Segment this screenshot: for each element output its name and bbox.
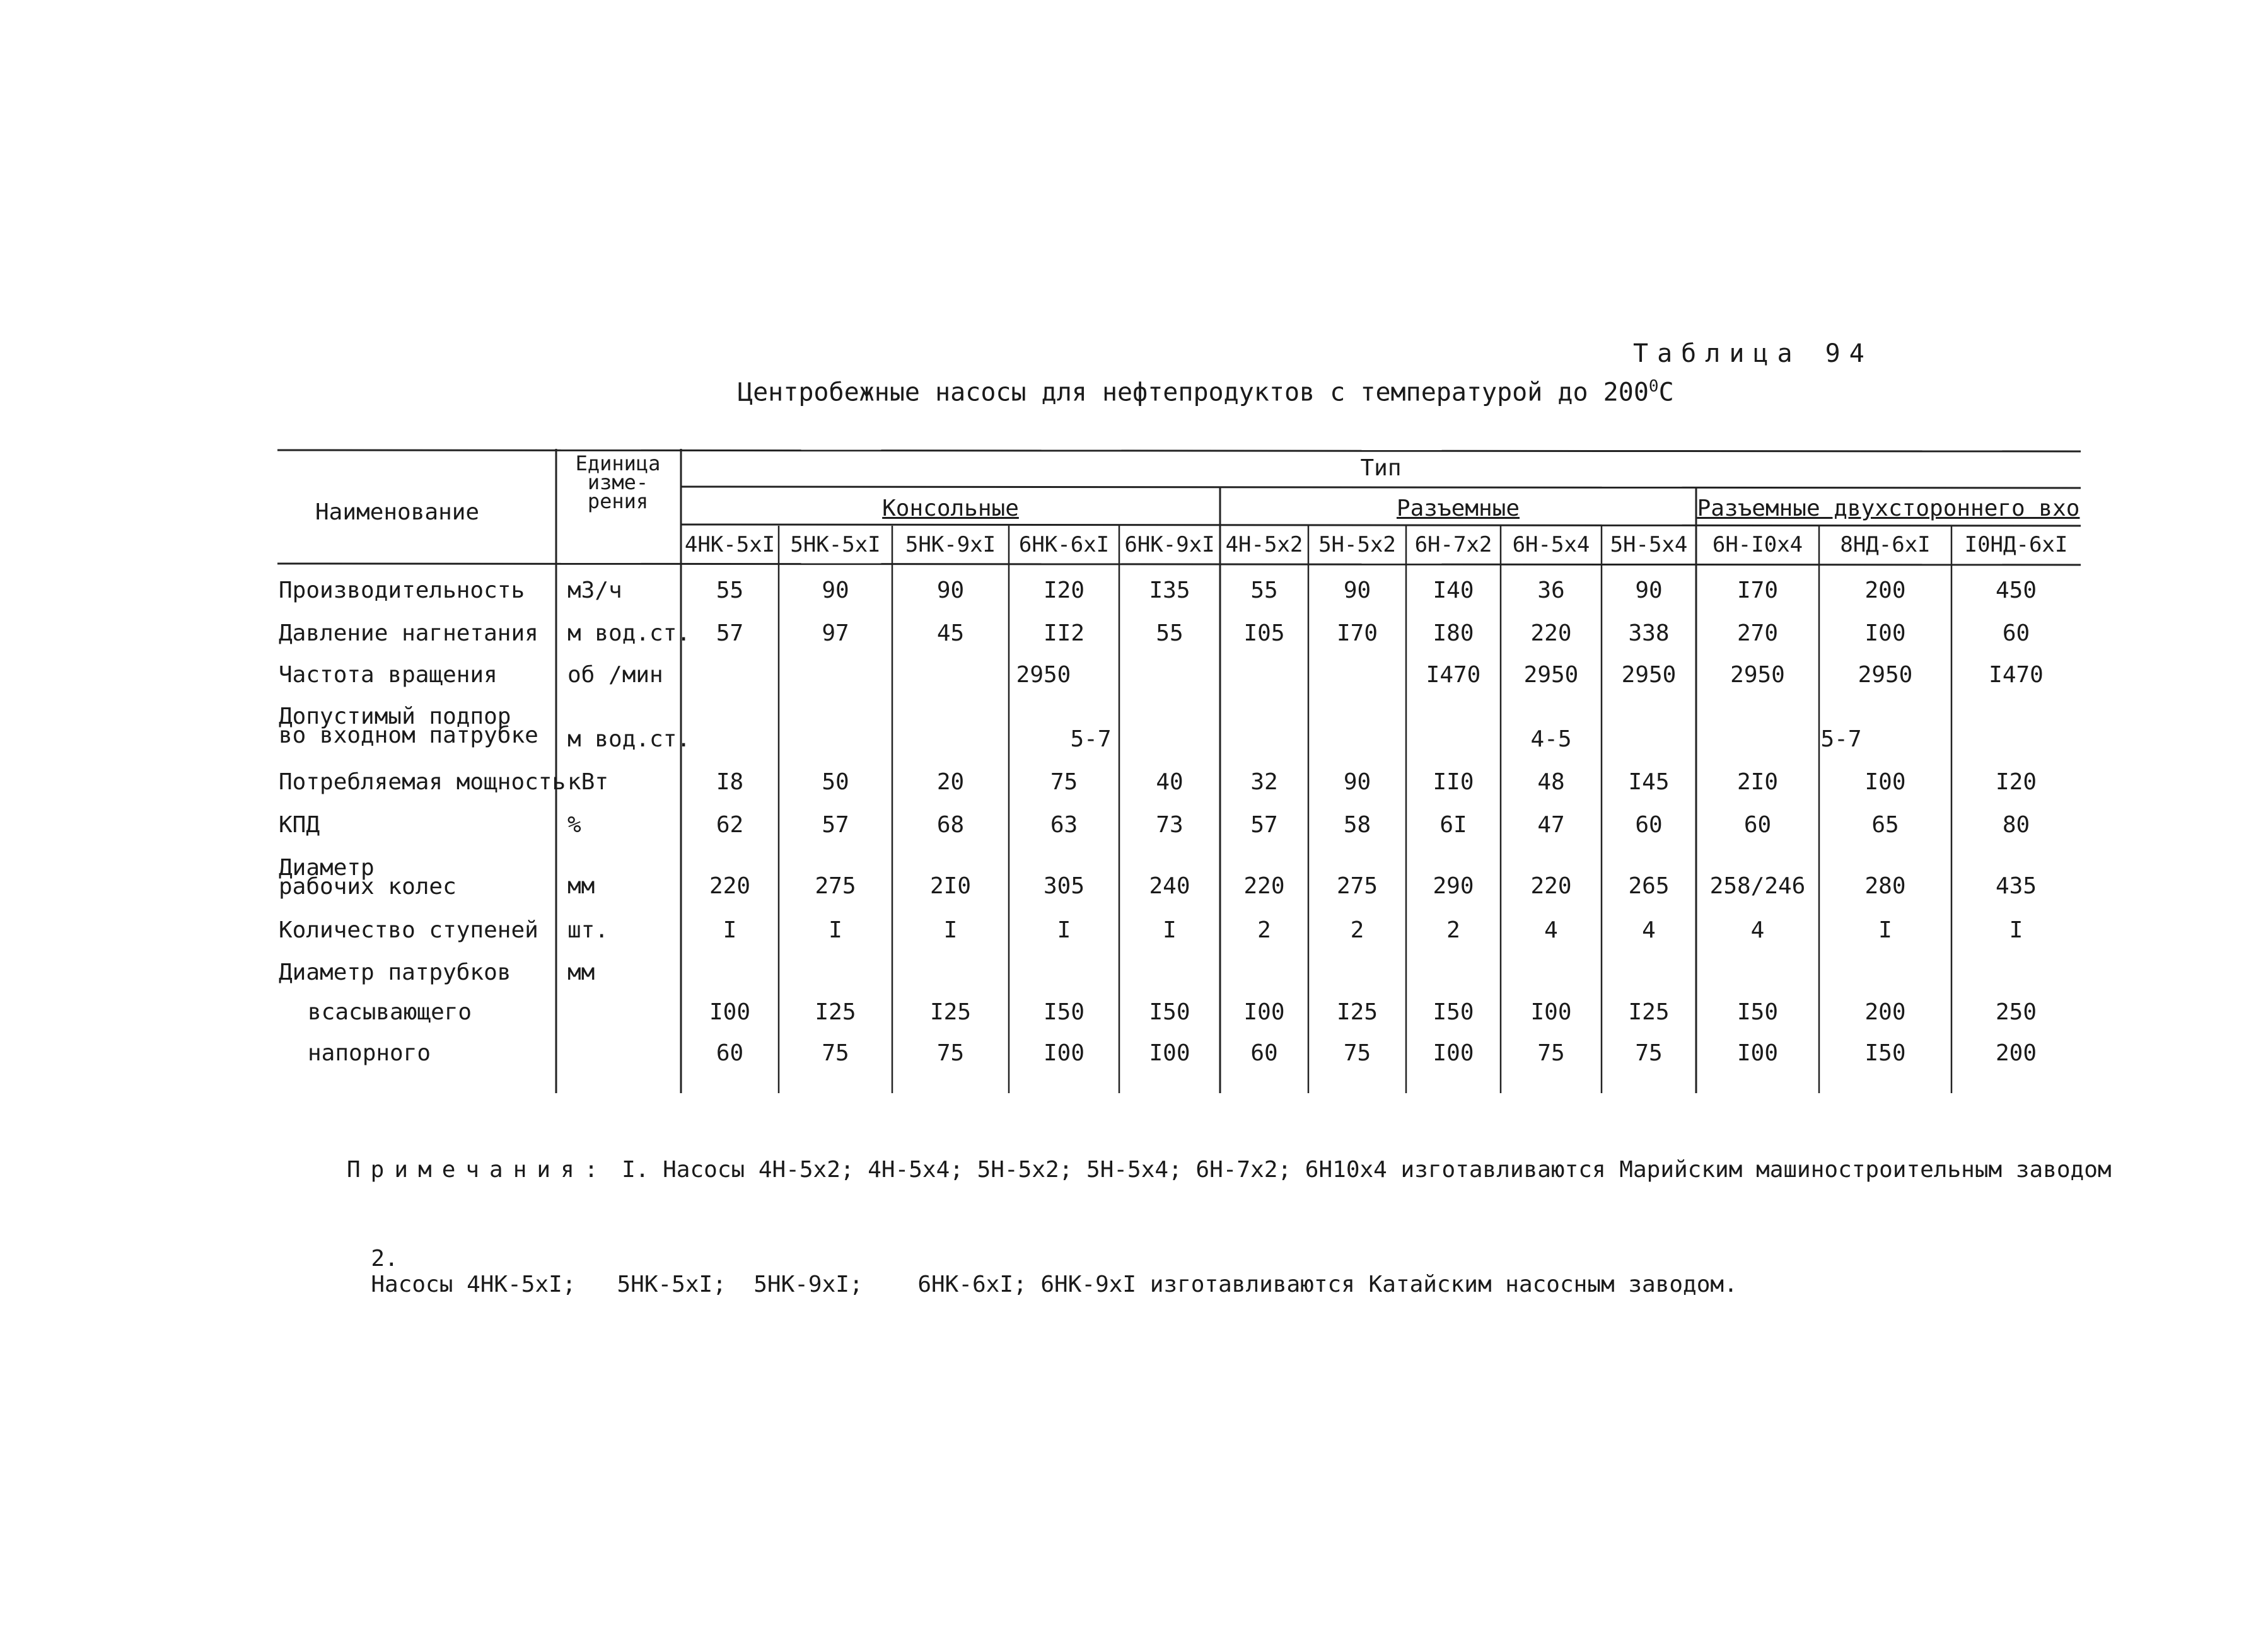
table-top-rule <box>277 450 2081 451</box>
note-1 <box>347 1157 2112 1183</box>
table-cell: I20 <box>1043 577 1085 603</box>
table-cell: 90 <box>1343 769 1371 795</box>
header-model: 6НК-6хI <box>1018 532 1110 557</box>
table-cell: 73 <box>1156 812 1183 838</box>
row-unit: кВт <box>567 769 609 795</box>
header-group-console: Консольные <box>882 496 1019 521</box>
table-cell: 65 <box>1871 812 1899 838</box>
table-cell: 60 <box>716 1040 744 1066</box>
table-cell: 200 <box>1864 577 1906 603</box>
row-name: напорного <box>308 1040 431 1066</box>
row-name: Количество ступеней <box>279 917 538 943</box>
row-name: Потребляемая мощность <box>279 769 566 795</box>
row-unit: мм <box>567 960 595 985</box>
table-cell: 200 <box>1995 1040 2037 1066</box>
table-cell: I00 <box>1043 1040 1085 1066</box>
header-model: 5НК-9хI <box>905 532 996 557</box>
table-cell: 75 <box>822 1040 849 1066</box>
table-cell: I00 <box>1864 620 1906 646</box>
table-cell: 90 <box>1343 577 1371 603</box>
notes-label: Примечания: <box>347 1157 608 1183</box>
table-cell: 90 <box>1635 577 1663 603</box>
table-cell: 97 <box>822 620 849 646</box>
header-bottom-rule <box>277 564 2081 565</box>
table-cell: 55 <box>1250 577 1278 603</box>
table-cell: 57 <box>822 812 849 838</box>
table-cell: I25 <box>1628 999 1670 1025</box>
table-cell: 57 <box>1250 812 1278 838</box>
table-cell: 20 <box>936 769 965 795</box>
row-unit: м3/ч <box>567 577 622 603</box>
header-name: Наименование <box>315 499 480 525</box>
header-group-split: Разъемные <box>1396 496 1520 521</box>
table-cell: I <box>1163 917 1177 943</box>
header-model: 4Н-5х2 <box>1225 532 1303 557</box>
row-name: всасывающего <box>308 999 472 1025</box>
table-cell: I50 <box>1043 999 1085 1025</box>
table-cell: 58 <box>1343 812 1371 838</box>
row-name: КПД <box>279 812 320 838</box>
header-model: 5НК-5хI <box>790 532 881 557</box>
table-cell: I00 <box>1864 769 1906 795</box>
table-cell: 265 <box>1628 873 1670 899</box>
table-cell: 75 <box>1343 1040 1371 1066</box>
table-cell: 60 <box>1635 812 1663 838</box>
table-cell-merged: I470 <box>1989 662 2044 688</box>
table-cell: I20 <box>1995 769 2037 795</box>
table-cell: 75 <box>1050 769 1078 795</box>
header-type: Тип <box>1360 455 1402 481</box>
header-model: 6Н-5х4 <box>1512 532 1590 557</box>
table-cell-merged: 2950 <box>1858 662 1913 688</box>
table-cell: I80 <box>1433 620 1474 646</box>
table-cell: 75 <box>936 1040 965 1066</box>
table-cell: I <box>1057 917 1071 943</box>
note-1-text: I. Насосы 4Н-5х2; 4Н-5х4; 5Н-5х2; 5Н-5х4; 6Н-7х2; 6Н10х4 изготавливаются Марийским машиностроительным заводом <box>622 1157 2112 1183</box>
table-cell: 220 <box>1243 873 1285 899</box>
table-cell: I50 <box>1149 999 1190 1025</box>
table-cell: I <box>943 917 958 943</box>
table-cell: 60 <box>2002 620 2030 646</box>
table-cell: I00 <box>1433 1040 1474 1066</box>
note-2 <box>344 1220 1738 1297</box>
table-cell: I00 <box>1530 999 1572 1025</box>
title-degree: 0 <box>1648 377 1659 396</box>
table-cell: 55 <box>1156 620 1183 646</box>
row-unit: % <box>567 812 581 838</box>
table-cell: 290 <box>1433 873 1474 899</box>
table-cell: II2 <box>1043 620 1085 646</box>
table-cell: 75 <box>1537 1040 1565 1066</box>
table-cell: 40 <box>1156 769 1183 795</box>
table-cell: I8 <box>716 769 744 795</box>
table-cell: I05 <box>1243 620 1285 646</box>
table-cell: I <box>829 917 842 943</box>
note-2-text: Насосы 4НК-5хI; 5НК-5хI; 5НК-9хI; 6НК-6хI; 6НК-9хI изготавливаются Катайским насосным заводом. <box>371 1272 1738 1297</box>
table-cell-merged: 4-5 <box>1530 726 1572 752</box>
header-model: 5Н-5х4 <box>1610 532 1688 557</box>
table-cell: 2 <box>1350 917 1364 943</box>
table-cell: 57 <box>716 620 744 646</box>
table-cell-merged: 2950 <box>1016 662 1071 688</box>
row-unit: мм <box>567 873 595 899</box>
row-unit: м вод.ст. <box>567 620 691 646</box>
header-unit <box>564 451 672 513</box>
row-name: Производительность <box>279 577 525 603</box>
table-cell: 4 <box>1642 917 1656 943</box>
row-name: Допустимый подпор во входном патрубке <box>279 704 538 748</box>
row-name: Давление нагнетания <box>279 620 538 646</box>
table-cell: 435 <box>1995 873 2037 899</box>
table-cell: I00 <box>1736 1040 1779 1066</box>
row-name: Диаметр патрубков <box>279 960 511 985</box>
table-cell: I00 <box>1243 999 1285 1025</box>
table-cell: I40 <box>1433 577 1474 603</box>
table-cell: 45 <box>936 620 965 646</box>
table-cell: 62 <box>716 812 744 838</box>
table-cell: I <box>1878 917 1892 943</box>
table-cell: 68 <box>936 812 965 838</box>
row-name: Диаметр рабочих колес <box>279 855 457 900</box>
title-unit: С <box>1658 378 1674 407</box>
table-cell: 305 <box>1043 873 1085 899</box>
note-2-num: 2. <box>371 1246 398 1272</box>
table-cell: 60 <box>1743 812 1772 838</box>
header-model: 8НД-6хI <box>1840 532 1931 557</box>
table-cell: 240 <box>1149 873 1190 899</box>
table-cell: 250 <box>1995 999 2037 1025</box>
table-cell: 275 <box>1336 873 1378 899</box>
table-cell: 280 <box>1864 873 1906 899</box>
table-cell: I25 <box>815 999 856 1025</box>
table-cell-merged: 5-7 <box>1070 726 1112 752</box>
table-cell: 6I <box>1439 812 1467 838</box>
table-cell: 200 <box>1864 999 1906 1025</box>
table-cell: II0 <box>1433 769 1474 795</box>
row-unit: шт. <box>567 917 609 943</box>
table-cell: 2 <box>1257 917 1271 943</box>
table-cell: 2I0 <box>1736 769 1779 795</box>
table-cell: I70 <box>1736 577 1779 603</box>
row-unit: м вод.ст. <box>567 726 691 752</box>
table-cell: I45 <box>1628 769 1670 795</box>
table-cell: 2 <box>1446 917 1460 943</box>
header-model: 5Н-5х2 <box>1318 532 1396 557</box>
table-cell: 36 <box>1537 577 1565 603</box>
table-cell-merged: 5-7 <box>1820 726 1862 752</box>
header-model: 6Н-7х2 <box>1414 532 1492 557</box>
table-cell: I <box>723 917 737 943</box>
table-caption: Таблица 94 <box>1633 339 1873 368</box>
table-cell: 220 <box>709 873 751 899</box>
table-cell: 90 <box>936 577 965 603</box>
table-cell: 47 <box>1537 812 1565 838</box>
table-cell: 270 <box>1736 620 1779 646</box>
table-cell: 63 <box>1050 812 1078 838</box>
table-title <box>738 377 1674 407</box>
table-cell: 55 <box>716 577 744 603</box>
table-cell: I00 <box>1149 1040 1190 1066</box>
table-cell: 80 <box>2002 812 2030 838</box>
table-cell: 50 <box>822 769 849 795</box>
table-cell: 4 <box>1544 917 1558 943</box>
table-cell: 220 <box>1530 873 1572 899</box>
table-cell: I <box>2009 917 2023 943</box>
type-rule <box>681 487 2081 488</box>
table-cell: 2I0 <box>929 873 972 899</box>
table-cell: I70 <box>1336 620 1378 646</box>
table-cell-merged: I470 <box>1426 662 1481 688</box>
table-cell: I50 <box>1433 999 1474 1025</box>
table-cell: I35 <box>1149 577 1190 603</box>
table-cell: 258/246 <box>1709 873 1806 899</box>
table-cell: I00 <box>709 999 751 1025</box>
header-unit-text: Единица изме-рения <box>575 451 661 513</box>
title-text: Центробежные насосы для нефтепродуктов с температурой до 200 <box>738 378 1649 407</box>
row-name: Частота вращения <box>279 662 497 688</box>
table-cell: 338 <box>1628 620 1670 646</box>
header-model: I0НД-6хI <box>1964 532 2068 557</box>
table-cell-merged: 2950 <box>1621 662 1677 688</box>
header-model: 6НК-9хI <box>1124 532 1215 557</box>
header-group-double: Разъемные двухстороннего вхо <box>1697 496 2080 521</box>
table-cell: 60 <box>1250 1040 1278 1066</box>
table-cell: 450 <box>1995 577 2037 603</box>
table-cell: I25 <box>1336 999 1378 1025</box>
table-cell: I25 <box>929 999 972 1025</box>
row-unit: об /мин <box>567 662 663 688</box>
table-cell: 32 <box>1250 769 1278 795</box>
table-cell: I50 <box>1736 999 1779 1025</box>
table-cell: 75 <box>1635 1040 1663 1066</box>
table-cell: 275 <box>815 873 856 899</box>
table-cell-merged: 2950 <box>1523 662 1579 688</box>
group-rule <box>681 525 2081 526</box>
table-cell: 4 <box>1750 917 1765 943</box>
header-model: 6Н-I0х4 <box>1712 532 1803 557</box>
table-cell: I50 <box>1864 1040 1906 1066</box>
table-cell: 90 <box>822 577 849 603</box>
table-cell-merged: 2950 <box>1730 662 1785 688</box>
table-cell: 220 <box>1530 620 1572 646</box>
table-cell: 48 <box>1537 769 1565 795</box>
header-model: 4НК-5хI <box>684 532 776 557</box>
